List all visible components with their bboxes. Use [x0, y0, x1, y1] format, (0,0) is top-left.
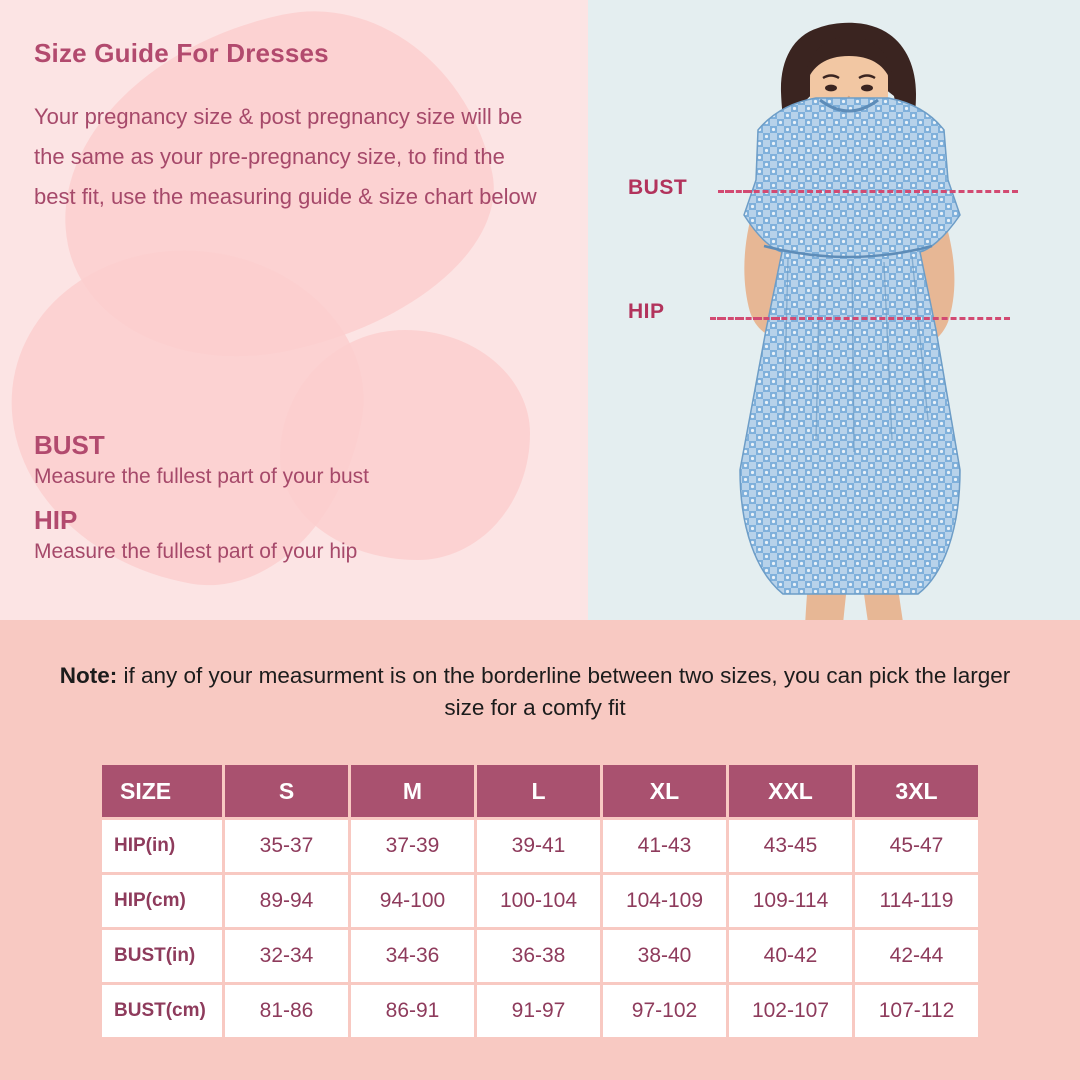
- cell: 43-45: [729, 820, 852, 872]
- size-table: [99, 762, 981, 1040]
- cell: 35-37: [225, 820, 348, 872]
- cell: 37-39: [351, 820, 474, 872]
- cell: 109-114: [729, 875, 852, 927]
- bust-measure-line: [718, 190, 1018, 193]
- cell: 89-94: [225, 875, 348, 927]
- size-chart: [99, 762, 981, 1040]
- row-label-hip-in: HIP(in): [102, 820, 222, 872]
- cell: 102-107: [729, 985, 852, 1037]
- table-row: [102, 985, 978, 1037]
- hip-measure-label: HIP: [628, 300, 665, 323]
- cell: 32-34: [225, 930, 348, 982]
- model-photo-panel: [588, 0, 1080, 620]
- info-panel: [0, 0, 588, 620]
- col-m: M: [351, 765, 474, 817]
- cell: 34-36: [351, 930, 474, 982]
- bust-instruction: Measure the fullest part of your bust: [34, 465, 370, 488]
- cell: 42-44: [855, 930, 978, 982]
- cell: 40-42: [729, 930, 852, 982]
- measure-instructions: [34, 430, 554, 564]
- cell: 81-86: [225, 985, 348, 1037]
- cell: 38-40: [603, 930, 726, 982]
- page-title: Size Guide For Dresses: [34, 38, 329, 68]
- bottom-section: [0, 620, 1080, 1080]
- col-3xl: 3XL: [855, 765, 978, 817]
- note-block: [0, 620, 1080, 724]
- hip-heading: HIP: [34, 505, 78, 535]
- col-xxl: XXL: [729, 765, 852, 817]
- col-l: L: [477, 765, 600, 817]
- cell: 104-109: [603, 875, 726, 927]
- col-xl: XL: [603, 765, 726, 817]
- note-prefix: Note:: [59, 663, 118, 688]
- note-text: if any of your measurment is on the borderline between two sizes, you can pick the larger size for a comfy fit: [123, 663, 1011, 720]
- bust-measure-label: BUST: [628, 176, 688, 199]
- cell: 45-47: [855, 820, 978, 872]
- cell: 91-97: [477, 985, 600, 1037]
- cell: 97-102: [603, 985, 726, 1037]
- cell: 39-41: [477, 820, 600, 872]
- table-row: [102, 875, 978, 927]
- cell: 114-119: [855, 875, 978, 927]
- bust-heading: BUST: [34, 430, 105, 460]
- info-panel-content: [0, 0, 588, 217]
- col-size: SIZE: [102, 765, 222, 817]
- cell: 107-112: [855, 985, 978, 1037]
- hip-instruction: Measure the fullest part of your hip: [34, 540, 358, 563]
- cell: 94-100: [351, 875, 474, 927]
- intro-text: Your pregnancy size & post pregnancy size will be the same as your pre-pregnancy size, to find the best fit, use the measuring guide & size chart below: [34, 104, 537, 209]
- table-row: [102, 930, 978, 982]
- cell: 36-38: [477, 930, 600, 982]
- col-s: S: [225, 765, 348, 817]
- cell: 100-104: [477, 875, 600, 927]
- hip-measure-line: [710, 317, 1010, 320]
- row-label-hip-cm: HIP(cm): [102, 875, 222, 927]
- table-header-row: [102, 765, 978, 817]
- row-label-bust-in: BUST(in): [102, 930, 222, 982]
- row-label-bust-cm: BUST(cm): [102, 985, 222, 1037]
- table-row: [102, 820, 978, 872]
- cell: 41-43: [603, 820, 726, 872]
- cell: 86-91: [351, 985, 474, 1037]
